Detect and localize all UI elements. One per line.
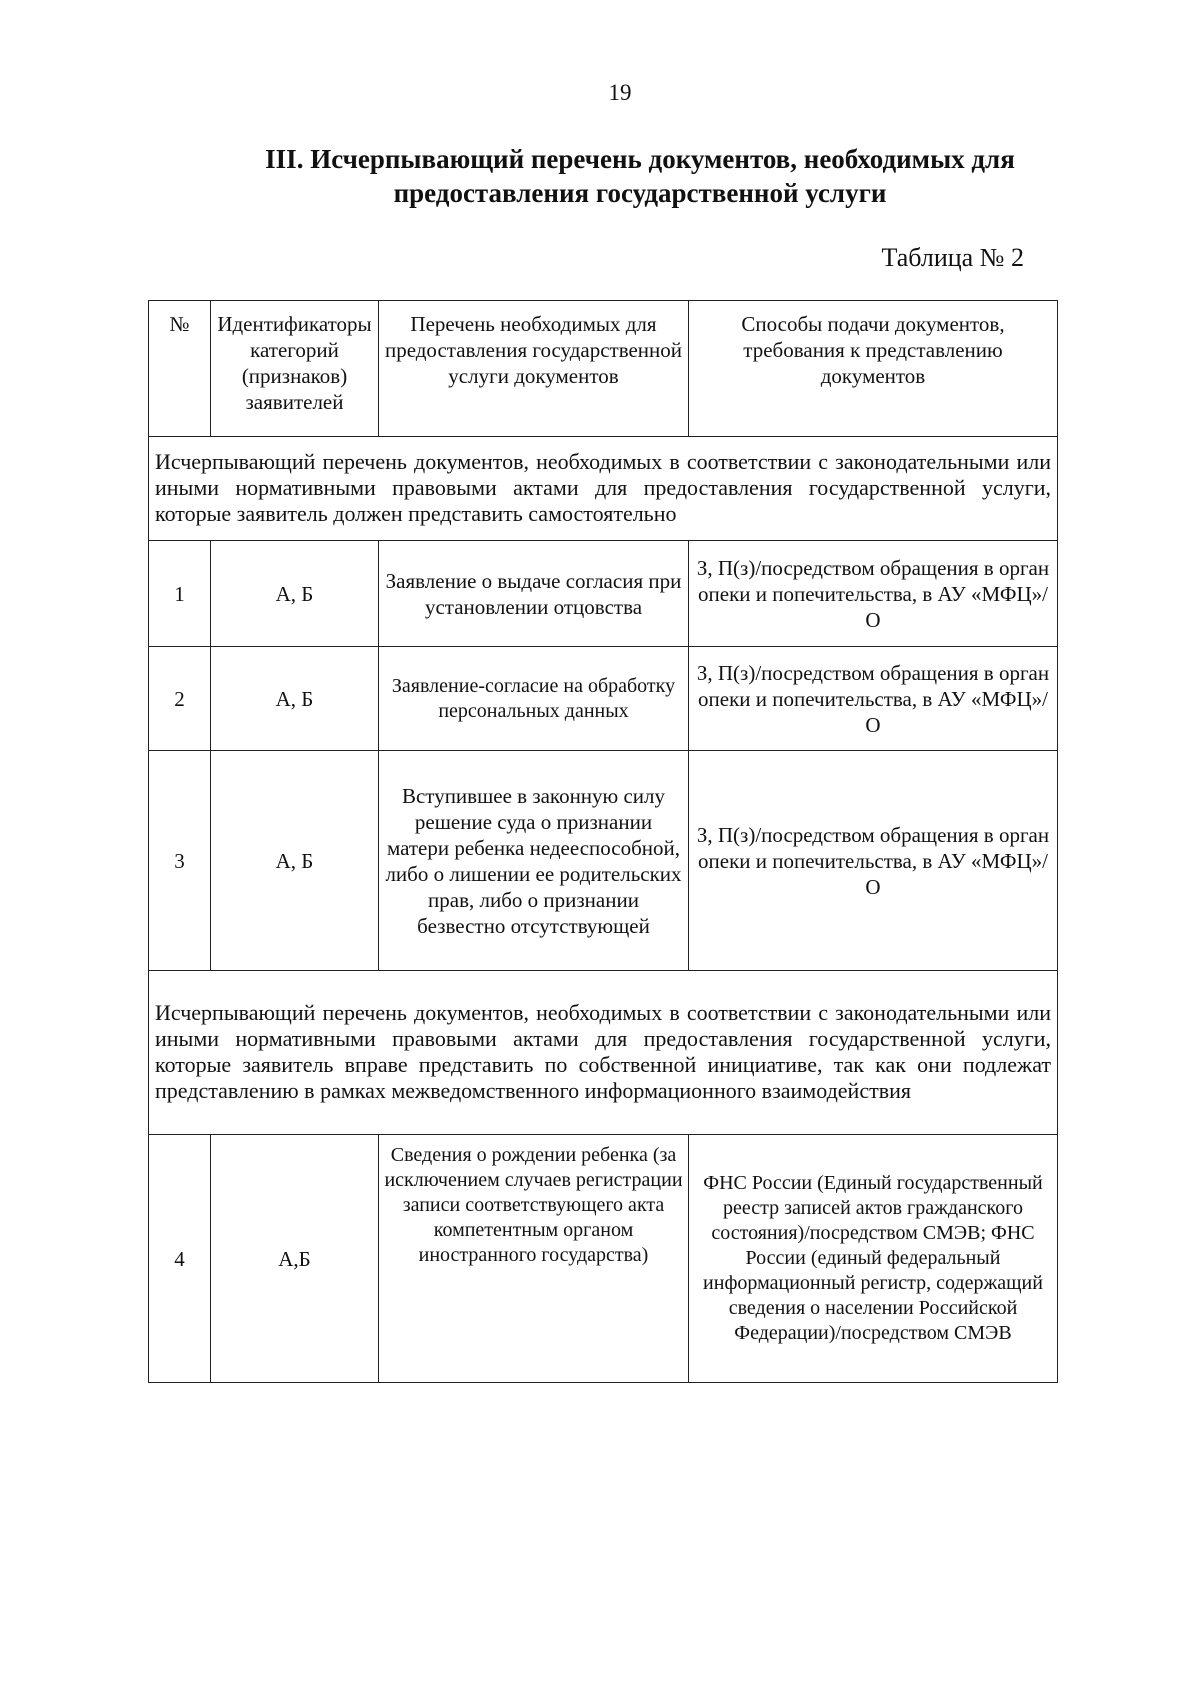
header-identifiers: Идентификаторы категорий (признаков) заявителей	[211, 301, 379, 437]
row-document: Заявление-согласие на обработку персональных данных	[379, 647, 689, 751]
header-documents: Перечень необходимых для предоставления государственной услуги документов	[379, 301, 689, 437]
table-row	[149, 751, 1058, 971]
table-row	[149, 647, 1058, 751]
header-num: №	[149, 301, 211, 437]
row-num: 4	[149, 1135, 211, 1383]
row-num: 2	[149, 647, 211, 751]
section-optional-text: Исчерпывающий перечень документов, необходимых в соответствии с законодательными или иными нормативными правовыми актами для предоставления государственной услуги, которые заявитель вправе представить по собственной инициативе, так как они подлежат представлению в рамках межведомственного информационного взаимодействия	[149, 971, 1058, 1135]
row-method: З, П(з)/посредством обращения в орган опеки и попечительства, в АУ «МФЦ»/ О	[689, 751, 1058, 971]
table-row	[149, 541, 1058, 647]
header-methods: Способы подачи документов, требования к представлению документов	[689, 301, 1058, 437]
section-mandatory-text: Исчерпывающий перечень документов, необходимых в соответствии с законодательными или иными нормативными правовыми актами для предоставления государственной услуги, которые заявитель должен представить самостоятельно	[149, 437, 1058, 541]
section-row-mandatory	[149, 437, 1058, 541]
table-caption: Таблица № 2	[881, 243, 1024, 272]
section-title	[180, 142, 1100, 210]
row-method: З, П(з)/посредством обращения в орган опеки и попечительства, в АУ «МФЦ»/ О	[689, 647, 1058, 751]
row-method: ФНС России (Единый государственный реестр записей актов гражданского состояния)/посредством СМЭВ; ФНС России (единый федеральный информационный регистр, содержащий сведения о населении Российской Федерации)/посредством СМЭВ	[689, 1135, 1058, 1383]
row-num: 3	[149, 751, 211, 971]
section-row-optional	[149, 971, 1058, 1135]
page-number: 19	[608, 80, 632, 105]
row-applicants: А, Б	[211, 751, 379, 971]
table-row	[149, 1135, 1058, 1383]
row-document: Заявление о выдаче согласия при установлении отцовства	[379, 541, 689, 647]
documents-table	[148, 300, 1058, 1383]
row-document: Вступившее в законную силу решение суда о признании матери ребенка недееспособной, либо о лишении ее родительских прав, либо о признании безвестно отсутствующей	[379, 751, 689, 971]
row-applicants: А,Б	[211, 1135, 379, 1383]
table-header-row	[149, 301, 1058, 437]
row-method: З, П(з)/посредством обращения в орган опеки и попечительства, в АУ «МФЦ»/ О	[689, 541, 1058, 647]
section-title-line1: III. Исчерпывающий перечень документов, необходимых для	[265, 144, 1015, 174]
row-applicants: А, Б	[211, 647, 379, 751]
row-applicants: А, Б	[211, 541, 379, 647]
row-document: Сведения о рождении ребенка (за исключением случаев регистрации записи соответствующего акта компетентным органом иностранного государства)	[379, 1135, 689, 1383]
section-title-line2: предоставления государственной услуги	[393, 178, 887, 208]
row-num: 1	[149, 541, 211, 647]
